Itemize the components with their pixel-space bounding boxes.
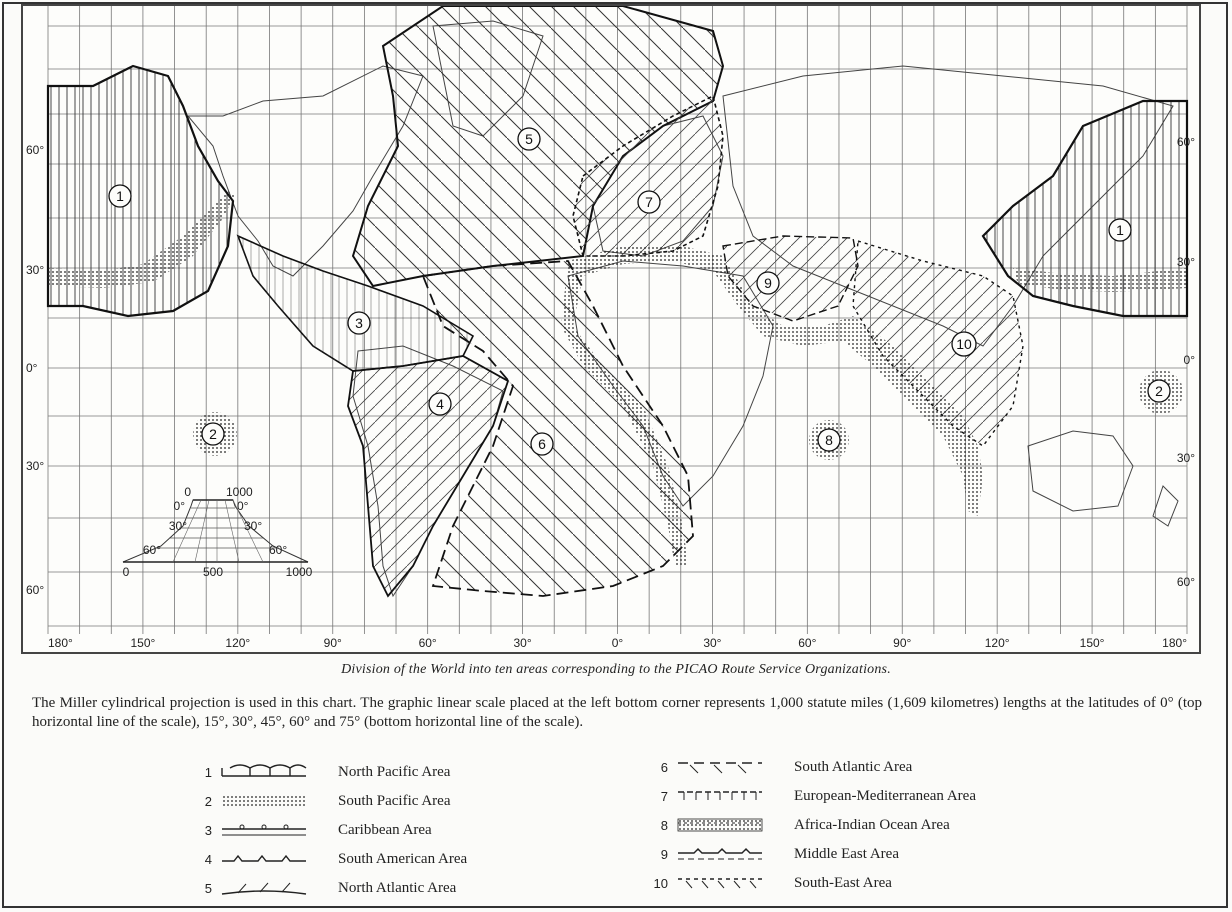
legend-symbol-north-atlantic <box>218 878 310 898</box>
svg-text:7: 7 <box>645 194 653 210</box>
legend-symbol-middle-east <box>674 844 766 864</box>
area-label-3 <box>348 312 370 334</box>
map-caption-text: The Miller cylindrical projection is used in this chart. The graphic linear scale placed at the left bottom corner represents 1,000 statute miles (1,609 kilometres) lengths at the latitudes of 0° (top horizontal line of the scale), 15°, 30°, 45°, 60° and 75° (bottom horizontal line of the scale). <box>32 695 1202 730</box>
legend-entry-6 <box>652 754 912 780</box>
latitude-label: 30° <box>1176 255 1195 269</box>
longitude-label: 150° <box>130 636 156 650</box>
svg-text:10: 10 <box>956 336 972 352</box>
legend-label: Africa-Indian Ocean Area <box>794 816 950 833</box>
legend-number: 3 <box>204 822 212 838</box>
area-label-1-west <box>109 185 131 207</box>
longitude-label: 180° <box>1162 636 1187 650</box>
legend-label: Caribbean Area <box>338 821 432 838</box>
legend-number: 10 <box>653 875 668 891</box>
area-label-7 <box>638 191 660 213</box>
svg-text:8: 8 <box>825 432 833 448</box>
svg-text:500: 500 <box>202 565 224 579</box>
svg-text:30°: 30° <box>244 519 263 533</box>
legend-number: 6 <box>660 759 668 775</box>
latitude-label: 30° <box>26 263 45 277</box>
area-label-2-east <box>1148 380 1170 402</box>
legend-entry-8 <box>652 812 950 838</box>
svg-text:1000: 1000 <box>285 565 313 579</box>
svg-text:5: 5 <box>525 131 533 147</box>
legend-symbol-south-atlantic <box>674 757 766 777</box>
svg-text:0: 0 <box>122 565 130 579</box>
area-label-5 <box>518 128 540 150</box>
longitude-label: 60° <box>798 636 817 650</box>
svg-text:2: 2 <box>1155 383 1163 399</box>
latitude-label: 0° <box>26 361 38 375</box>
svg-text:4: 4 <box>436 396 444 412</box>
legend-label: South American Area <box>338 850 468 867</box>
legend-entry-10 <box>652 870 892 896</box>
area-label-9 <box>757 272 779 294</box>
legend-number: 7 <box>660 788 668 804</box>
longitude-label: 60° <box>418 636 437 650</box>
legend-label: North Pacific Area <box>338 763 451 780</box>
legend-symbol-caribbean <box>218 820 310 840</box>
latitude-label: 60° <box>26 143 45 157</box>
legend-label: South Atlantic Area <box>794 758 913 775</box>
longitude-label: 120° <box>225 636 251 650</box>
area-label-6 <box>531 433 553 455</box>
longitude-label: 0° <box>611 636 624 650</box>
australia-outline <box>1028 431 1133 511</box>
latitude-labels-left <box>26 143 44 597</box>
legend-label: Middle East Area <box>794 845 899 862</box>
legend-entry-9 <box>652 841 899 867</box>
world-map-canvas <box>23 6 1199 652</box>
legend-number: 8 <box>660 817 668 833</box>
legend-symbol-africa-indian-ocean <box>674 815 766 835</box>
svg-text:2: 2 <box>209 426 217 442</box>
linear-scale-graphic <box>123 485 313 579</box>
latitude-label: 0° <box>1183 353 1195 367</box>
legend-entry-4 <box>196 846 467 872</box>
legend-label: South-East Area <box>794 874 892 891</box>
map-caption-title: Division of the World into ten areas corresponding to the PICAO Route Service Organizations. <box>341 662 891 677</box>
legend-symbol-south-pacific <box>218 791 310 811</box>
latitude-label: 30° <box>26 459 45 473</box>
latitude-label: 30° <box>1176 451 1195 465</box>
legend-number: 2 <box>204 793 212 809</box>
legend-entry-1 <box>196 759 450 785</box>
legend-entry-7 <box>652 783 976 809</box>
longitude-label: 30° <box>703 636 722 650</box>
svg-text:0°: 0° <box>173 499 185 513</box>
svg-text:0°: 0° <box>237 499 249 513</box>
svg-text:0: 0 <box>184 485 191 499</box>
legend-symbol-south-american <box>218 849 310 869</box>
longitude-label: 90° <box>323 636 342 650</box>
legend-entry-2 <box>196 788 450 814</box>
svg-text:3: 3 <box>355 315 363 331</box>
svg-text:6: 6 <box>538 436 546 452</box>
longitude-label: 120° <box>984 636 1010 650</box>
legend-symbol-south-east <box>674 873 766 893</box>
legend-number: 9 <box>660 846 668 862</box>
longitude-label: 180° <box>48 636 73 650</box>
longitude-labels <box>48 636 1187 650</box>
legend-entry-5 <box>196 875 456 901</box>
legend-symbol-european-mediterranean <box>674 786 766 806</box>
svg-text:9: 9 <box>764 275 772 291</box>
latitude-label: 60° <box>1176 575 1195 589</box>
longitude-label: 30° <box>513 636 532 650</box>
svg-text:1: 1 <box>1116 222 1124 238</box>
area-label-1-east <box>1109 219 1131 241</box>
longitude-label: 90° <box>893 636 912 650</box>
legend-number: 1 <box>204 764 212 780</box>
legend-entry-3 <box>196 817 432 843</box>
area-label-8 <box>818 429 840 451</box>
legend-number: 4 <box>204 851 212 867</box>
legend-label: North Atlantic Area <box>338 879 457 896</box>
new-zealand-outline <box>1153 486 1178 526</box>
svg-text:30°: 30° <box>168 519 187 533</box>
legend-label: European-Mediterranean Area <box>794 787 976 804</box>
svg-text:60°: 60° <box>142 543 161 557</box>
area-label-2-west <box>202 423 224 445</box>
area-label-10 <box>952 332 976 356</box>
latitude-label: 60° <box>26 583 45 597</box>
area-label-4 <box>429 393 451 415</box>
svg-text:1000: 1000 <box>226 485 253 499</box>
legend-label: South Pacific Area <box>338 792 451 809</box>
svg-text:1: 1 <box>116 188 124 204</box>
world-map <box>21 4 1201 654</box>
longitude-label: 150° <box>1079 636 1105 650</box>
latitude-label: 60° <box>1176 135 1195 149</box>
legend-number: 5 <box>204 880 212 896</box>
legend-symbol-north-pacific <box>218 762 310 782</box>
svg-text:60°: 60° <box>269 543 288 557</box>
